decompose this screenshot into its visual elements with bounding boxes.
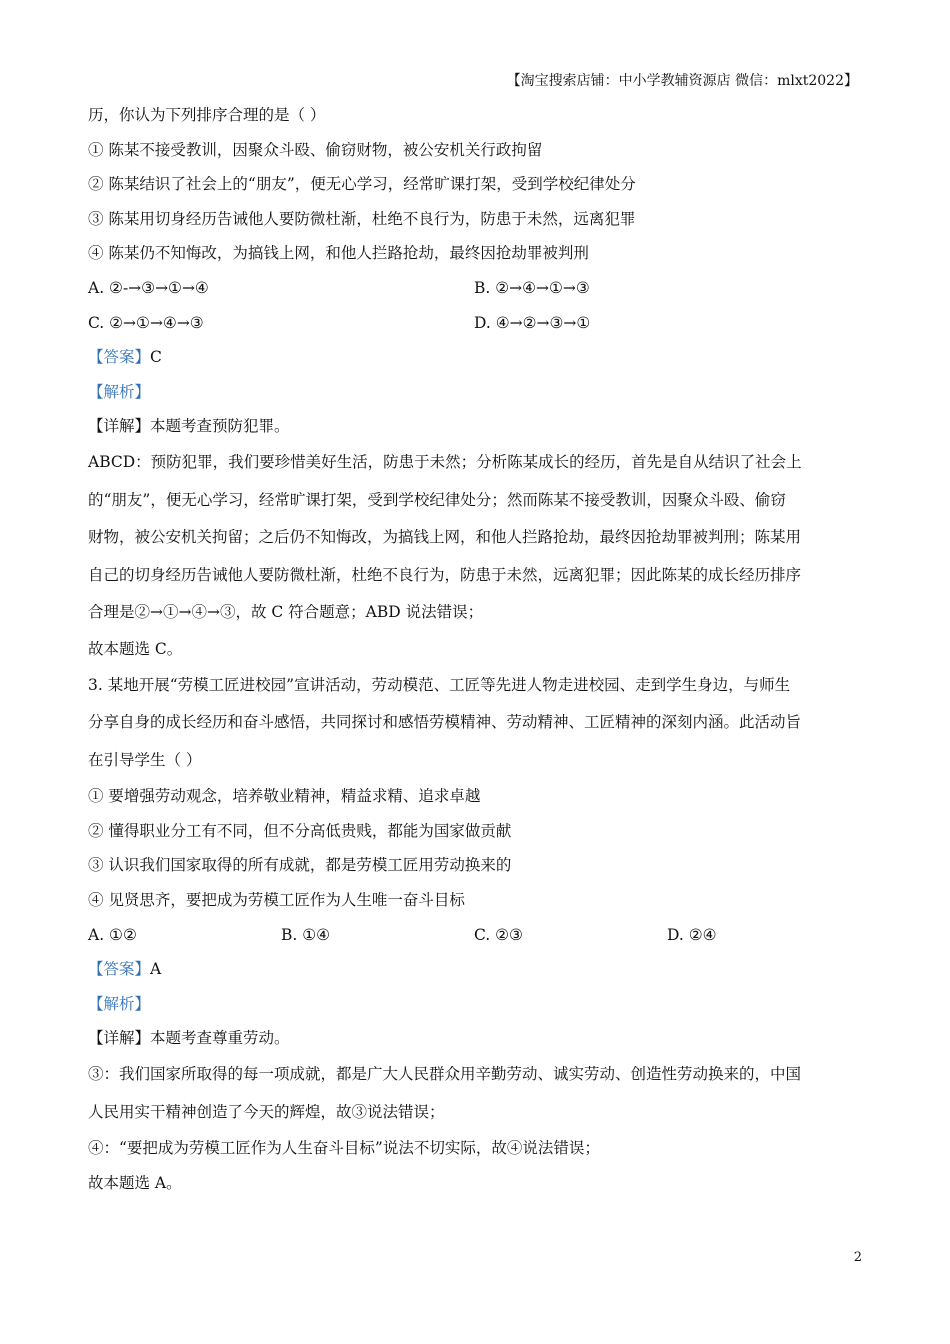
q3-conclusion: 故本题选 A。 (88, 1173, 182, 1192)
q3-answer-value: A (150, 960, 162, 979)
q2-option-c: C. ②→①→④→③ (88, 313, 204, 332)
q3-detail-paragraph (88, 1056, 860, 1131)
q3-stem (88, 667, 860, 780)
q2-item-4: ④ 陈某仍不知悔改，为搞钱上网，和他人拦路抢劫，最终因抢劫罪被判刑 (88, 244, 589, 263)
q3-detail (88, 1021, 860, 1056)
q2-answer (88, 340, 860, 375)
q3-options-row (88, 918, 860, 953)
q2-detail-line: 的“朋友”，便无心学习，经常旷课打架，受到学校纪律处分；然而陈某不接受教训，因聚众斗殴、偷窃 (88, 490, 786, 509)
page-header: 【淘宝搜索店铺：中小学教辅资源店 微信：mlxt2022】 (506, 73, 858, 89)
q3-answer (88, 952, 860, 987)
q2-option-b: B. ②→④→①→③ (474, 278, 590, 297)
q3-option-b: B. ①④ (281, 925, 331, 944)
q3-stem-line: 3. 某地开展“劳模工匠进校园”宣讲活动，劳动模范、工匠等先进人物走进校园、走到学生身边，与师生 (88, 675, 791, 694)
q2-stem-tail: 历，你认为下列排序合理的是（ ） (88, 106, 326, 124)
q3-detail-line: ④：“要把成为劳模工匠作为人生奋斗目标”说法不切实际，故④说法错误； (88, 1139, 600, 1158)
q2-options-row-2 (88, 306, 860, 341)
q2-detail-label: 【详解】 (88, 417, 151, 436)
q2-analysis (88, 375, 860, 410)
q2-detail-line: ABCD：预防犯罪，我们要珍惜美好生活，防患于未然；分析陈某成长的经历，首先是自从结识了社会上 (88, 452, 802, 471)
q3-detail-line: ③：我们国家所取得的每一项成就，都是广大人民群众用辛勤劳动、诚实劳动、创造性劳动换来的，中国 (88, 1065, 802, 1084)
q3-option-d: D. ②④ (667, 925, 717, 944)
q3-analysis (88, 987, 860, 1022)
q2-item-2: ② 陈某结识了社会上的“朋友”，便无心学习，经常旷课打架，受到学校纪律处分 (88, 175, 636, 194)
q3-item-1: ① 要增强劳动观念，培养敬业精神，精益求精、追求卓越 (88, 787, 481, 806)
q2-detail-line: 自己的切身经历告诫他人要防微杜渐，杜绝不良行为，防患于未然，远离犯罪；因此陈某的成长经历排序 (88, 565, 802, 584)
q3-option-c: C. ②③ (474, 925, 523, 944)
q3-detail-label: 【详解】 (88, 1029, 151, 1048)
q2-detail-line: 合理是②→①→④→③，故 C 符合题意；ABD 说法错误； (88, 603, 484, 622)
page-number: 2 (853, 1250, 862, 1265)
q2-detail-intro: 本题考查预防犯罪。 (150, 417, 290, 436)
q3-detail-intro: 本题考查尊重劳动。 (150, 1029, 290, 1048)
q3-option-a: A. ①② (88, 925, 137, 944)
q2-detail-paragraph (88, 444, 860, 632)
q3-answer-label: 【答案】 (88, 960, 151, 979)
q3-analysis-label: 【解析】 (88, 994, 151, 1013)
q3-stem-line: 在引导学生（ ） (88, 750, 202, 769)
q3-item-4: ④ 见贤思齐，要把成为劳模工匠作为人生唯一奋斗目标 (88, 891, 465, 910)
q2-answer-label: 【答案】 (88, 348, 151, 367)
q3-stem-line: 分享自身的成长经历和奋斗感悟，共同探讨和感悟劳模精神、劳动精神、工匠精神的深刻内涵。此活动旨 (88, 713, 802, 732)
q2-detail-line: 财物，被公安机关拘留；之后仍不知悔改，为搞钱上网，和他人拦路抢劫，最终因抢劫罪被判刑；陈某用 (88, 528, 802, 547)
q2-option-d: D. ④→②→③→① (474, 313, 591, 332)
q2-analysis-label: 【解析】 (88, 382, 151, 401)
q2-answer-value: C (150, 348, 162, 367)
q3-item-3: ③ 认识我们国家取得的所有成就，都是劳模工匠用劳动换来的 (88, 856, 512, 875)
page-content (88, 98, 860, 1200)
q3-item-2: ② 懂得职业分工有不同，但不分高低贵贱，都能为国家做贡献 (88, 821, 512, 840)
q3-detail-line: 人民用实干精神创造了今天的辉煌，故③说法错误； (88, 1102, 445, 1121)
q2-item-3: ③ 陈某用切身经历告诫他人要防微杜渐，杜绝不良行为，防患于未然，远离犯罪 (88, 209, 636, 228)
q2-item-1: ① 陈某不接受教训，因聚众斗殴、偷窃财物，被公安机关行政拘留 (88, 140, 543, 159)
q2-conclusion: 故本题选 C。 (88, 639, 183, 658)
q2-options-row-1 (88, 271, 860, 306)
q2-option-a: A. ②-→③→①→④ (88, 278, 209, 297)
q2-detail (88, 409, 860, 444)
